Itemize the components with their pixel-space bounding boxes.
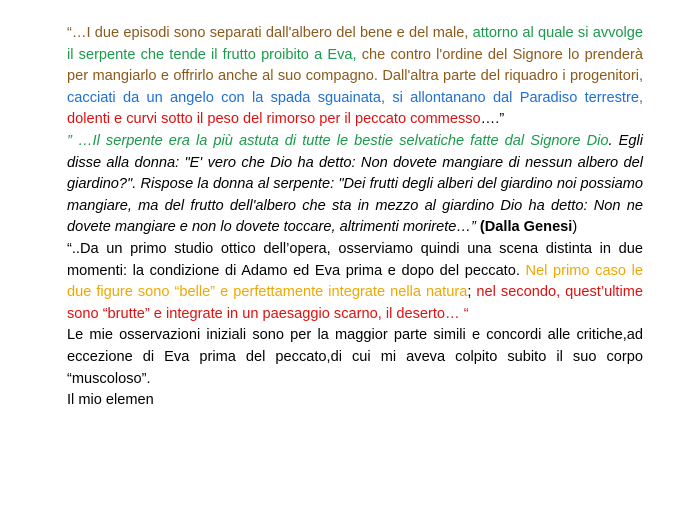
text-segment: Le mie osservazioni iniziali sono per la maggior parte simili e concordi alle critiche,ad eccezione di Eva prima del peccato,di cui mi aveva colpito subito il suo corpo “muscoloso”. [67, 327, 643, 387]
text-segment: Il mio elemen [67, 392, 154, 409]
text-segment: ; [467, 284, 477, 301]
text-segment: attorno al quale si avvolge il serpente che tende il frutto proibito a Eva, [67, 25, 643, 63]
text-segment: che contro l'ordine del Signore lo prenderà per mangiarlo e offrirlo anche al suo compagno. Dall'altra parte del riquadro i progenitori, [67, 46, 643, 85]
text-segment: . Egli disse alla donna: "E' vero che Dio ha detto: Non dovete mangiare di nessun albero del giardino?". Rispose la donna al serpente: "Dei frutti degli alberi del giardino noi possiamo mangiare, ma del frutto dell'albero che sta in mezzo al giardino Dio ha detto: Non ne dovete mangiare e non lo dovete toccare, altrimenti morirete…” [67, 132, 643, 236]
text-segment: ….” [480, 111, 505, 128]
paragraph-genesis-quote [67, 131, 643, 239]
paragraph-critic-quote [67, 23, 643, 131]
text-segment: dolenti e curvi sotto il peso del rimorso per il peccato commesso [67, 111, 481, 128]
text-segment: “…I due episodi sono separati dall'albero del bene e del male, [67, 25, 473, 41]
text-segment: nel secondo, quest’ultime sono “brutte” e integrate in un paesaggio scarno, il deserto… “ [67, 284, 644, 322]
paragraph-unfinished [67, 390, 643, 412]
text-block [67, 23, 643, 412]
text-segment: (Dalla Genesi [479, 219, 573, 236]
paragraph-optical-study [67, 239, 643, 325]
text-segment: “..Da un primo studio ottico dell’opera, osserviamo quindi una scena distinta in due momenti: la condizione di Adamo ed Eva prima e dopo del peccato. [67, 240, 643, 279]
paragraph-personal-observations [67, 325, 643, 390]
text-segment: Nel primo caso le due figure sono “belle” e perfettamente integrate nella natura [67, 262, 643, 301]
text-segment: ) [572, 219, 578, 236]
text-segment: cacciati da un angelo con la spada sguainata, si allontanano dal Paradiso terrestre, [67, 89, 643, 106]
text-segment: ” …Il serpente era la più astuta di tutte le bestie selvatiche fatte dal Signore Dio [67, 132, 609, 149]
